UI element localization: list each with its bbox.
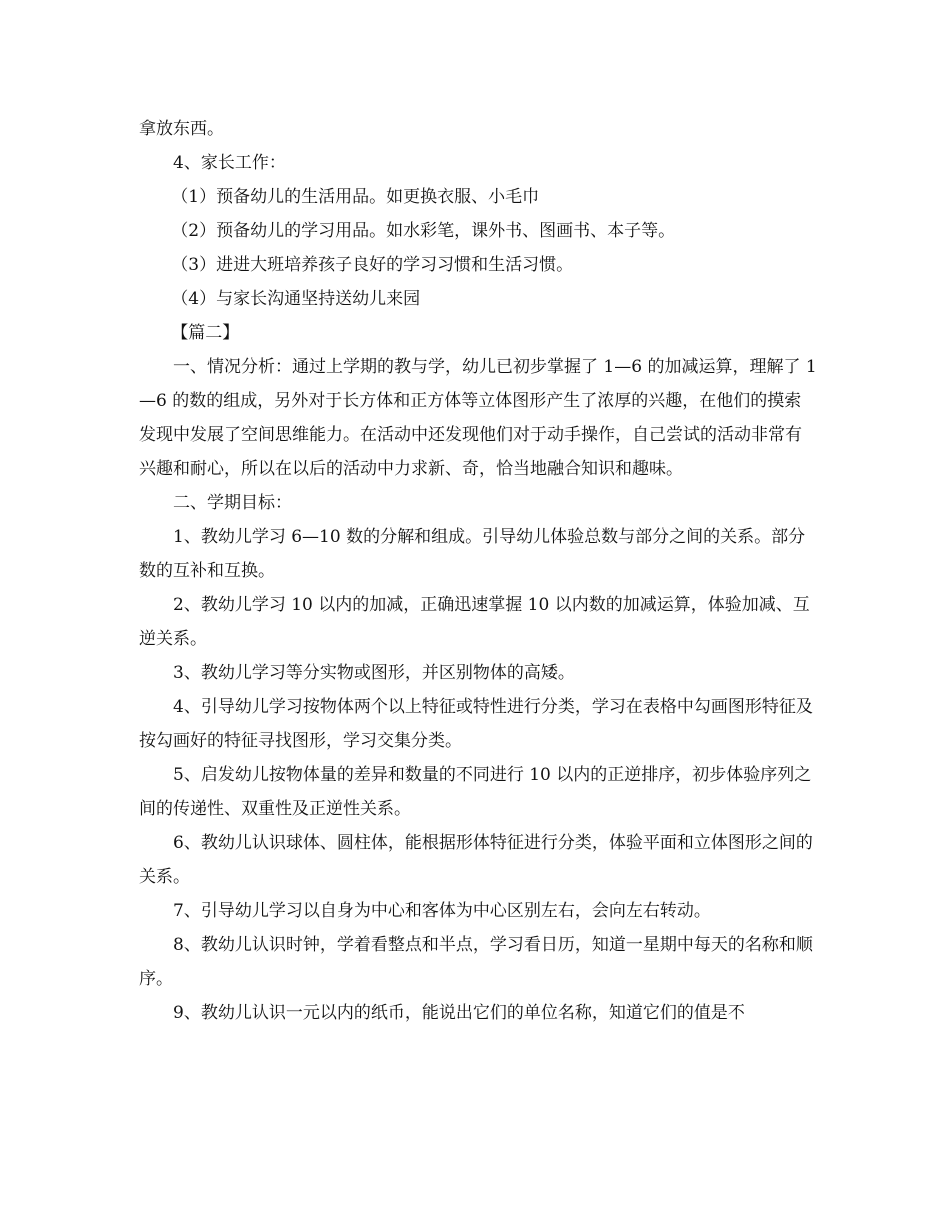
heading-semester-goals: 二、学期目标：	[173, 493, 292, 513]
goal-item-3: 3、教幼儿学习等分实物或图形，并区别物体的高矮。	[173, 663, 575, 683]
list-item-1: （1）预备幼儿的生活用品。如更换衣服、小毛巾	[171, 187, 540, 207]
goal-item-7: 7、引导幼儿学习以自身为中心和客体为中心区别左右，会向左右转动。	[173, 901, 711, 921]
goal-item-8: 8、教幼儿认识时钟，学着看整点和半点，学习看日历，知道一星期中每天的名称和顺序。	[139, 935, 813, 989]
list-item-2: （2）预备幼儿的学习用品。如水彩笔，课外书、图画书、本子等。	[171, 221, 676, 241]
goal-item-5: 5、启发幼儿按物体量的差异和数量的不同进行 10 以内的正逆排序，初步体验序列之间的传递性、双重性及正逆性关系。	[139, 765, 812, 819]
list-item-3: （3）进进大班培养孩子良好的学习习惯和生活习惯。	[171, 255, 574, 275]
list-item-4: （4）与家长沟通坚持送幼儿来园	[171, 289, 421, 309]
paragraph-situation-analysis: 一、情况分析：通过上学期的教与学，幼儿已初步掌握了 1—6 的加减运算，理解了 1—6 的数的组成，另外对于长方体和正方体等立体图形产生了浓厚的兴趣，在他们的摸索发现中发展了空间思维能力。在活动中还发现他们对于动手操作，自己尝试的活动非常有兴趣和耐心，所以在以后的活动中力求新、奇，恰当地融合知识和趣味。	[139, 357, 817, 479]
goal-item-1: 1、教幼儿学习 6—10 数的分解和组成。引导幼儿体验总数与部分之间的关系。部分数的互补和互换。	[139, 527, 806, 581]
goal-item-6: 6、教幼儿认识球体、圆柱体，能根据形体特征进行分类，体验平面和立体图形之间的关系。	[139, 833, 813, 887]
goal-item-9: 9、教幼儿认识一元以内的纸币，能说出它们的单位名称，知道它们的值是不	[173, 1003, 745, 1023]
heading-parent-work: 4、家长工作：	[173, 153, 286, 173]
section-title-part-two: 【篇二】	[171, 323, 240, 343]
goal-item-2: 2、教幼儿学习 10 以内的加减，正确迅速掌握 10 以内数的加减运算，体验加减、互逆关系。	[139, 595, 810, 649]
document-body	[139, 112, 817, 1030]
paragraph-continuation: 拿放东西。	[139, 119, 224, 139]
goal-item-4: 4、引导幼儿学习按物体两个以上特征或特性进行分类，学习在表格中勾画图形特征及按勾画好的特征寻找图形，学习交集分类。	[139, 697, 813, 751]
